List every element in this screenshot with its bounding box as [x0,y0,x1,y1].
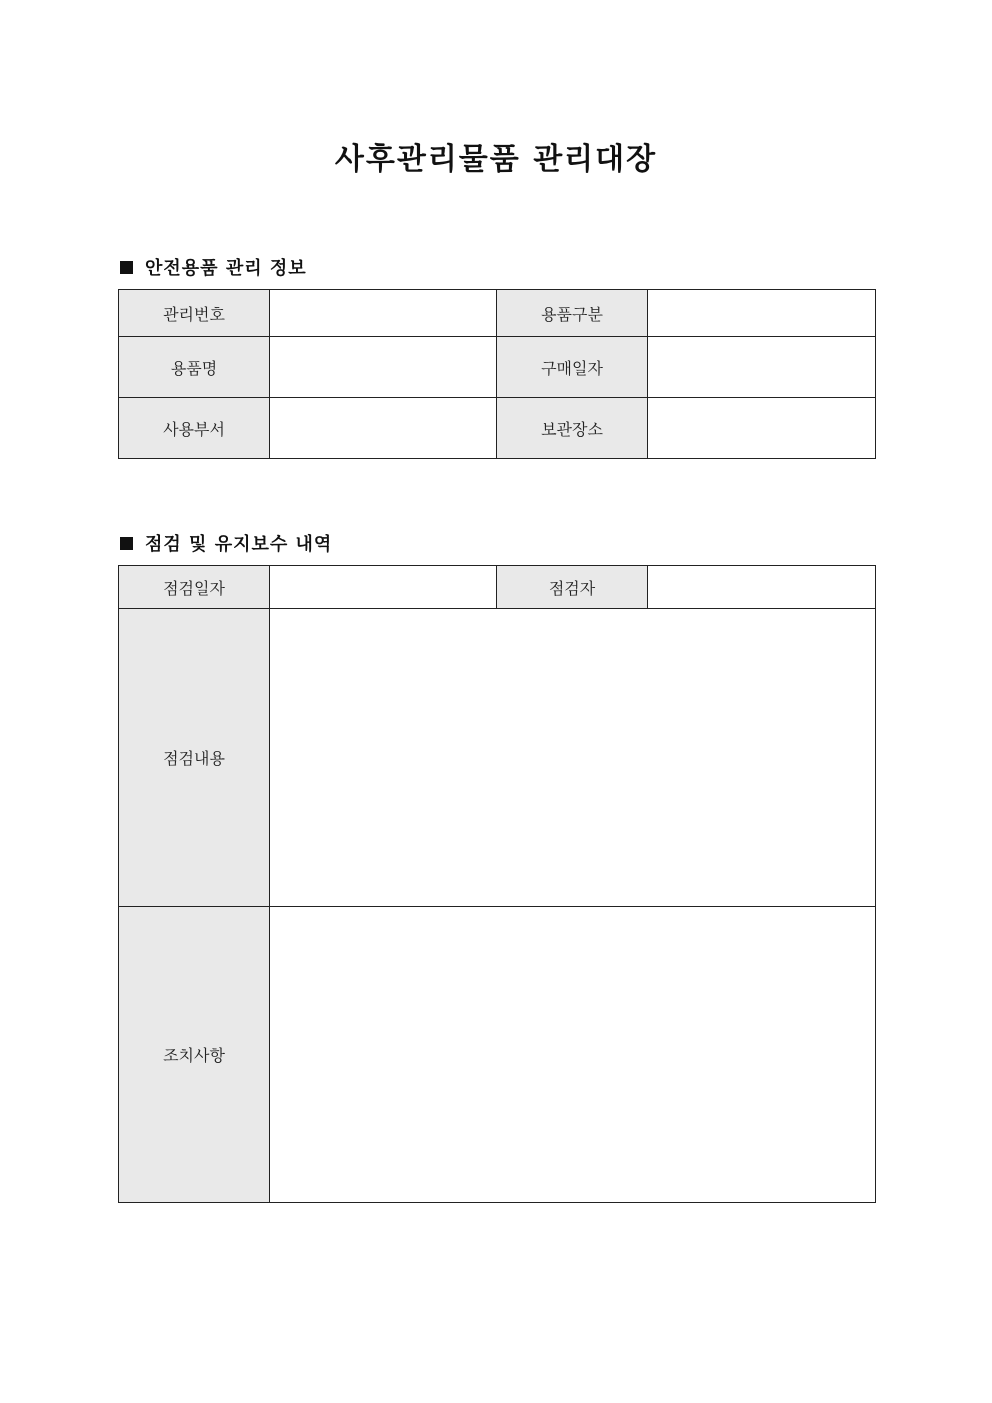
square-bullet-icon [120,537,133,550]
purchase-date-label: 구매일자 [497,337,648,398]
department-label: 사용부서 [119,398,270,459]
storage-location-field[interactable] [648,398,876,459]
table-row [119,566,876,609]
inspector-field[interactable] [648,566,876,609]
square-bullet-icon [120,261,133,274]
section-heading-text: 점검 및 유지보수 내역 [145,534,333,555]
table-row [119,907,876,1203]
inspection-content-label: 점검내용 [119,609,270,907]
management-no-label: 관리번호 [119,290,270,337]
table-row [119,337,876,398]
document-title: 사후관리물품 관리대장 [334,142,658,177]
section-heading-safety-info [120,254,307,280]
inspection-date-label: 점검일자 [119,566,270,609]
section-heading-text: 안전용품 관리 정보 [145,258,307,279]
actions-taken-field[interactable] [270,907,876,1203]
storage-location-label: 보관장소 [497,398,648,459]
department-field[interactable] [270,398,497,459]
inspector-label: 점검자 [497,566,648,609]
item-category-field[interactable] [648,290,876,337]
safety-info-table [118,289,876,459]
table-row [119,290,876,337]
item-name-label: 용품명 [119,337,270,398]
actions-taken-label: 조치사항 [119,907,270,1203]
purchase-date-field[interactable] [648,337,876,398]
item-category-label: 용품구분 [497,290,648,337]
section-heading-inspection [120,530,332,556]
management-no-field[interactable] [270,290,497,337]
inspection-date-field[interactable] [270,566,497,609]
table-row [119,398,876,459]
item-name-field[interactable] [270,337,497,398]
inspection-content-field[interactable] [270,609,876,907]
inspection-table [118,565,876,1203]
table-row [119,609,876,907]
